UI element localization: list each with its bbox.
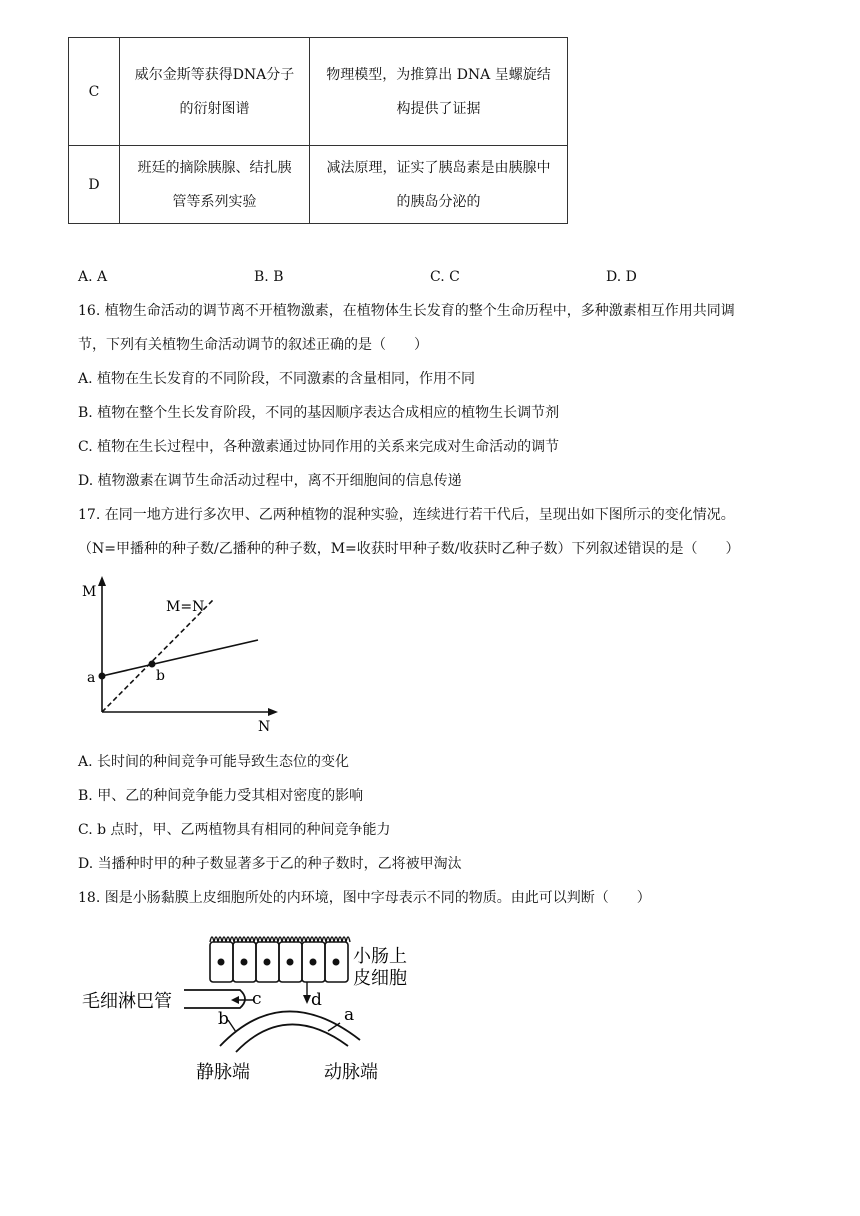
table-cell-label: C — [69, 38, 120, 146]
intestine-diagram — [78, 928, 438, 1088]
arterial-end-label: 动脉端 — [324, 1062, 378, 1083]
arrow-b — [228, 1020, 236, 1032]
competition-graph — [78, 574, 288, 734]
table-row — [69, 146, 568, 224]
point-b-label: b — [156, 668, 165, 684]
q15-option-b: B. B — [254, 269, 284, 285]
arrow-c-head — [231, 996, 239, 1004]
arrow-d-head — [303, 995, 311, 1004]
q16-option-c: C. 植物在生长过程中，各种激素通过协同作用的关系来完成对生命活动的调节 — [78, 439, 560, 455]
q16-stem-line2: 节，下列有关植物生命活动调节的叙述正确的是（ ） — [78, 337, 428, 353]
cell-line: 减法原理，证实了胰岛素是由胰腺中 — [326, 159, 551, 176]
table-cell-item — [120, 38, 310, 146]
q16-option-a: A. 植物在生长发育的不同阶段，不同激素的含量相同，作用不同 — [78, 371, 476, 387]
y-axis-label: M — [82, 584, 97, 600]
q15-option-a: A. A — [78, 269, 108, 285]
q16-stem-line1: 16. 植物生命活动的调节离不开植物激素，在植物体生长发育的整个生命历程中，多种激素相互作用共同调 — [78, 303, 735, 319]
x-axis-label: N — [258, 719, 271, 734]
epithelial-cells — [210, 942, 348, 982]
table-cell-desc — [310, 38, 568, 146]
letter-b: b — [218, 1009, 229, 1029]
cell-line: 物理模型，为推算出 DNA 呈螺旋结 — [326, 66, 551, 83]
identity-line — [102, 600, 213, 712]
table-cell-label: D — [69, 146, 120, 224]
q17-option-b: B. 甲、乙的种间竞争能力受其相对密度的影响 — [78, 788, 364, 804]
table-cell-item — [120, 146, 310, 224]
q18-stem: 18. 图是小肠黏膜上皮细胞所处的内环境，图中字母表示不同的物质。由此可以判断（ ） — [78, 890, 651, 906]
venous-end-label: 静脉端 — [196, 1062, 250, 1083]
point-a-label: a — [87, 670, 96, 686]
q17-stem-line2: （N=甲播种的种子数/乙播种的种子数，M=收获时甲种子数/收获时乙种子数）下列叙述错误的是（ ） — [78, 541, 740, 557]
cell-line: 的衍射图谱 — [179, 100, 250, 117]
answer-table — [68, 37, 568, 224]
table-row — [69, 38, 568, 146]
q16-option-d: D. 植物激素在调节生命活动过程中，离不开细胞间的信息传递 — [78, 473, 462, 489]
q16-option-b: B. 植物在整个生长发育阶段，不同的基因顺序表达合成相应的植物生长调节剂 — [78, 405, 560, 421]
x-axis-arrow — [268, 708, 278, 716]
identity-line-label: M=N — [166, 599, 205, 615]
observed-line — [102, 640, 258, 676]
letter-a: a — [344, 1005, 355, 1025]
cell-line: 管等系列实验 — [172, 193, 257, 210]
point-a — [99, 673, 106, 680]
lymph-label: 毛细淋巴管 — [82, 991, 172, 1012]
table-cell-desc — [310, 146, 568, 224]
letter-d: d — [311, 990, 322, 1010]
q17-stem-line1: 17. 在同一地方进行多次甲、乙两种植物的混种实验，连续进行若干代后，呈现出如下图所示的变化情况。 — [78, 507, 735, 523]
q15-option-d: D. D — [606, 269, 637, 285]
cell-label-line1: 小肠上 — [353, 946, 407, 967]
q17-option-a: A. 长时间的种间竞争可能导致生态位的变化 — [78, 754, 350, 770]
q17-option-c: C. b 点时，甲、乙两植物具有相同的种间竞争能力 — [78, 822, 391, 838]
q17-option-d: D. 当播种时甲的种子数显著多于乙的种子数时，乙将被甲淘汰 — [78, 856, 462, 872]
cell-line: 班廷的摘除胰腺、结扎胰 — [137, 159, 292, 176]
cell-line: 的胰岛分泌的 — [396, 193, 481, 210]
arrow-a — [328, 1023, 340, 1031]
cell-line: 威尔金斯等获得DNA分子 — [134, 66, 295, 83]
cell-label-line2: 皮细胞 — [353, 968, 407, 989]
y-axis-arrow — [98, 576, 106, 586]
cell-line: 构提供了证据 — [396, 100, 481, 117]
point-b — [149, 661, 156, 668]
q15-option-c: C. C — [430, 269, 460, 285]
letter-c: c — [252, 989, 262, 1009]
